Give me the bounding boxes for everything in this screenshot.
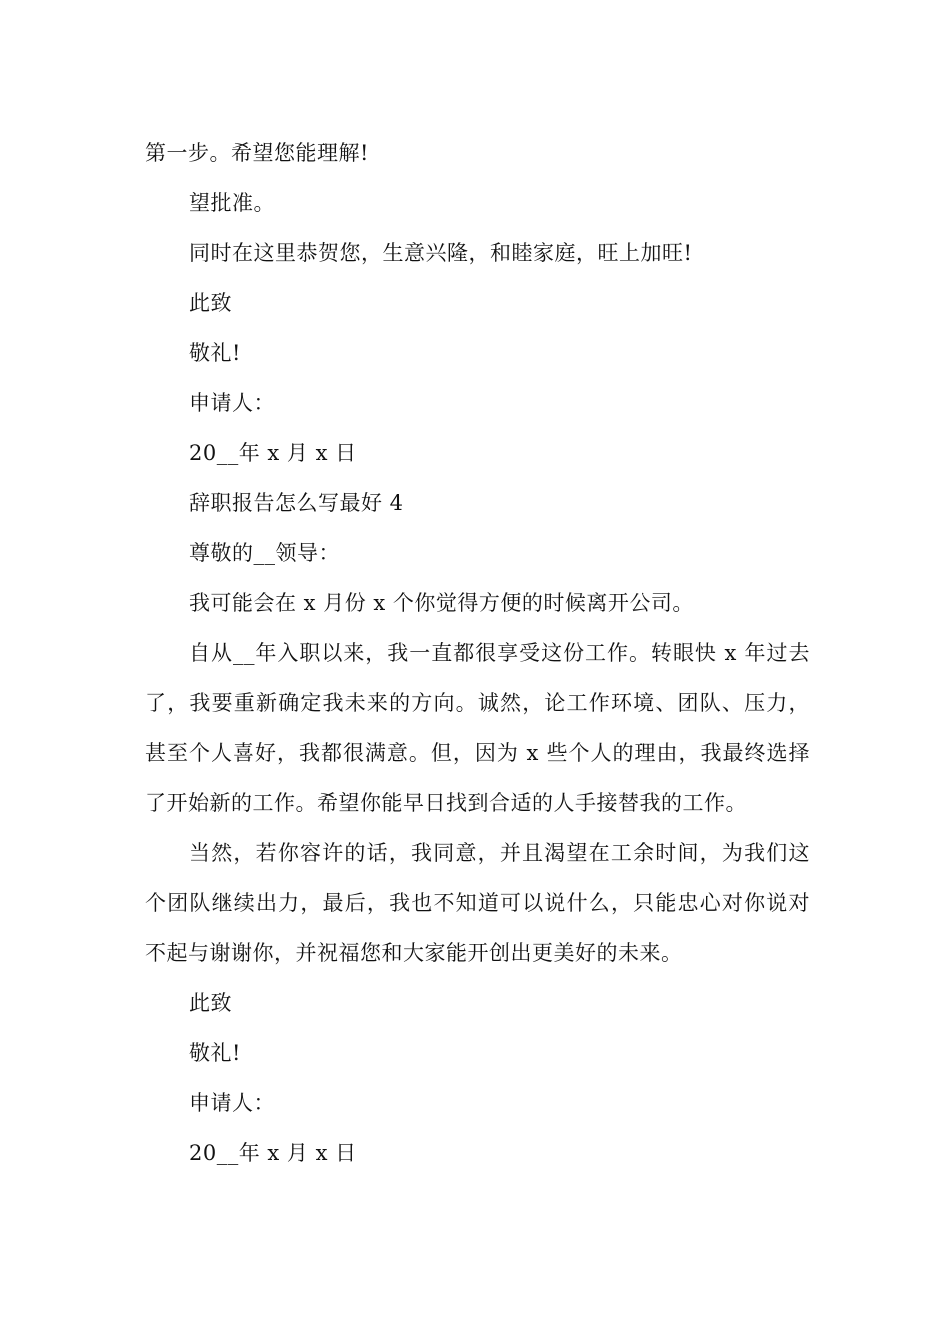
closing-regards-line: 敬礼!	[189, 1041, 241, 1065]
body-paragraph-2: 当然，若你容许的话，我同意，并且渴望在工余时间，为我们这个团队继续出力，最后，我也不知道可以说什么，只能忠心对你说对不起与谢谢你，并祝福您和大家能开创出更美好的未来。	[145, 841, 810, 965]
congratulation-line: 同时在这里恭贺您，生意兴隆，和睦家庭，旺上加旺!	[189, 241, 693, 265]
addressee-line: 尊敬的__领导：	[189, 541, 340, 565]
closing-salutation-line: 此致	[189, 991, 232, 1015]
applicant-line: 申请人：	[189, 391, 275, 415]
departure-notice-line: 我可能会在 x 月份 x 个你觉得方便的时候离开公司。	[189, 591, 694, 615]
request-approval-line: 望批准。	[189, 191, 275, 215]
closing-applicant-line: 申请人：	[189, 1091, 275, 1115]
closing-date-line: 20__年 x 月 x 日	[189, 1141, 357, 1165]
date-line: 20__年 x 月 x 日	[189, 441, 357, 465]
continuation-line: 第一步。希望您能理解!	[145, 141, 369, 165]
salutation-line: 此致	[189, 291, 232, 315]
body-paragraph-1: 自从__年入职以来，我一直都很享受这份工作。转眼快 x 年过去了，我要重新确定我未来的方向。诚然，论工作环境、团队、压力，甚至个人喜好，我都很满意。但，因为 x 些个人的理由，我最终选择了开始新的工作。希望你能早日找到合适的人手接替我的工作。	[145, 641, 810, 815]
regards-line: 敬礼!	[189, 341, 241, 365]
document-body	[145, 128, 810, 1178]
section-heading: 辞职报告怎么写最好 4	[189, 491, 404, 515]
